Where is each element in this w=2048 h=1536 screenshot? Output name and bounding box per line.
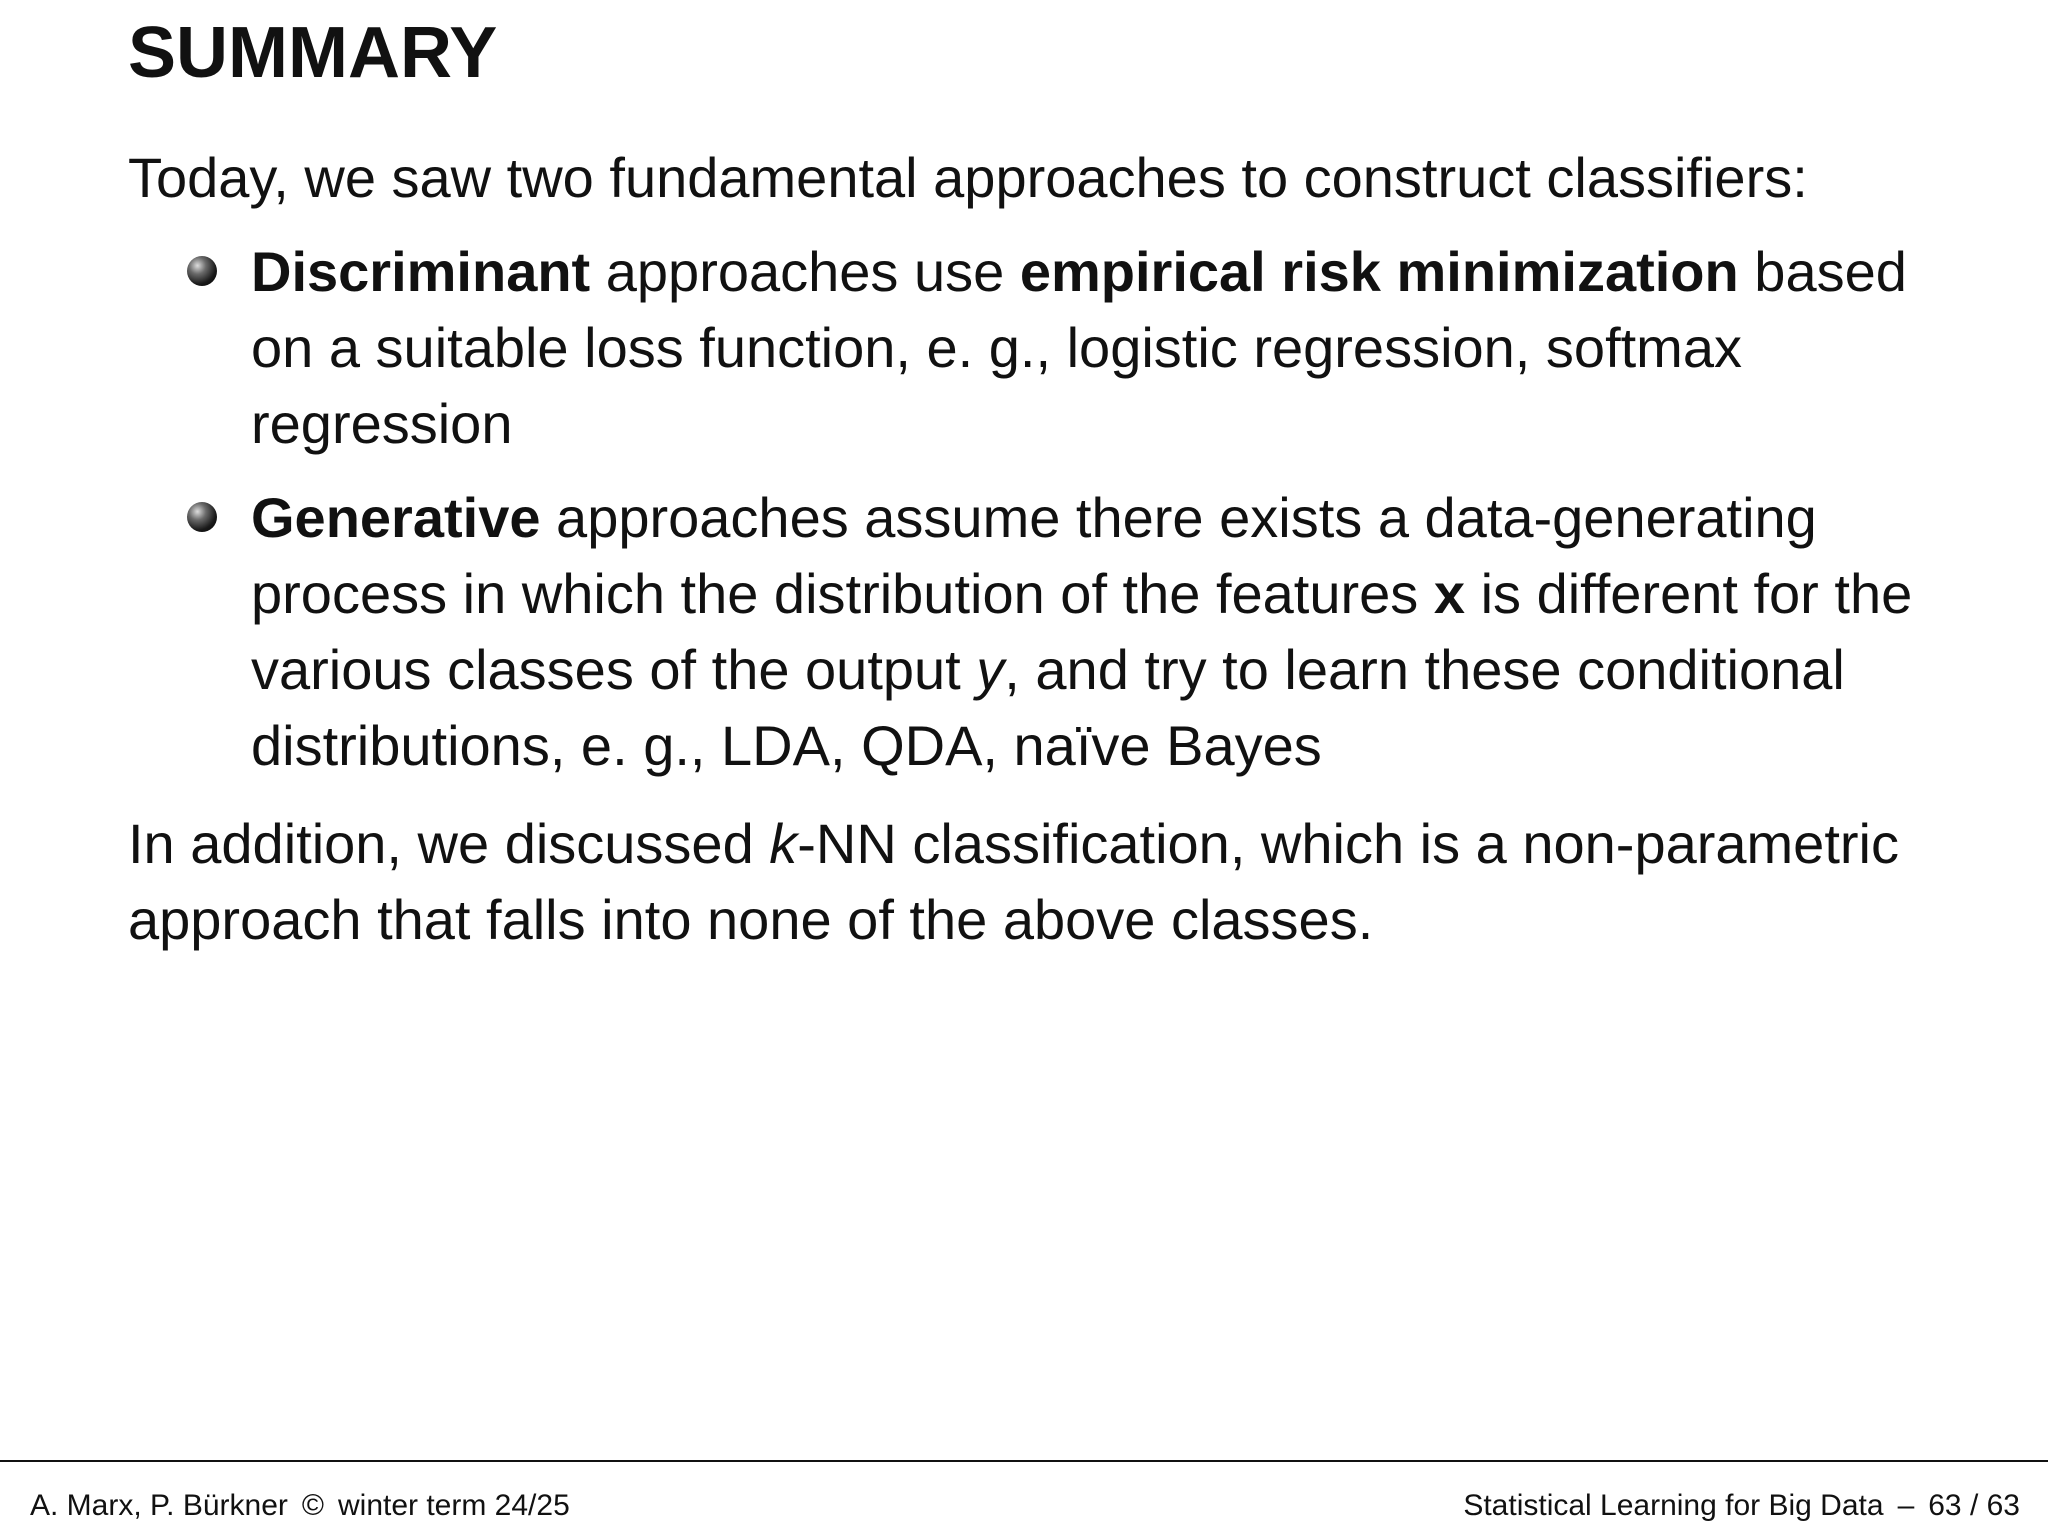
bullet-text: is different for the various classes of the output <box>251 562 1913 701</box>
symbol-k: k <box>769 812 798 875</box>
footer-authors: A. Marx, P. Bürkner <box>30 1489 288 1522</box>
bullet-discriminant <box>251 234 1928 462</box>
term-generative: Generative <box>251 486 541 549</box>
bullet-text: based on a suitable loss function, e. g., logistic regression, softmax regression <box>251 240 1907 455</box>
slide-title: SUMMARY <box>128 13 498 93</box>
closing-text: In addition, we discussed <box>128 812 770 875</box>
slide-body <box>128 140 1928 958</box>
bullet-generative <box>251 480 1928 784</box>
bullet-text: approaches assume there exists a data-generating process in which the distribution of the features <box>251 486 1817 625</box>
footer-term: winter term 24/25 <box>337 1489 570 1522</box>
term-empirical-risk-minimization: empirical risk minimization <box>1019 240 1739 303</box>
term-discriminant: Discriminant <box>251 240 591 303</box>
footer-left <box>30 1488 570 1524</box>
intro-paragraph: Today, we saw two fundamental approaches to construct classifiers: <box>128 146 1808 209</box>
bullet-ball-icon <box>187 256 217 286</box>
bullet-list <box>128 234 1928 784</box>
footer-right <box>1463 1488 2020 1524</box>
footer-course: Statistical Learning for Big Data <box>1463 1489 1884 1522</box>
copyright-icon: © <box>301 1489 324 1522</box>
closing-paragraph <box>128 806 1928 958</box>
closing-text: -NN classification, which is a non-parametric approach that falls into none of the above classes. <box>128 812 1899 951</box>
bullet-text: , and try to learn these conditional distributions, e. g., LDA, QDA, naïve Bayes <box>251 638 1845 777</box>
symbol-x: x <box>1433 562 1466 625</box>
bullet-text: approaches use <box>590 240 1020 303</box>
footer-separator: – <box>1897 1489 1915 1522</box>
page-number: 63 / 63 <box>1928 1489 2020 1522</box>
footer-divider <box>0 1460 2048 1462</box>
symbol-y: y <box>976 638 1005 701</box>
bullet-ball-icon <box>187 502 217 532</box>
